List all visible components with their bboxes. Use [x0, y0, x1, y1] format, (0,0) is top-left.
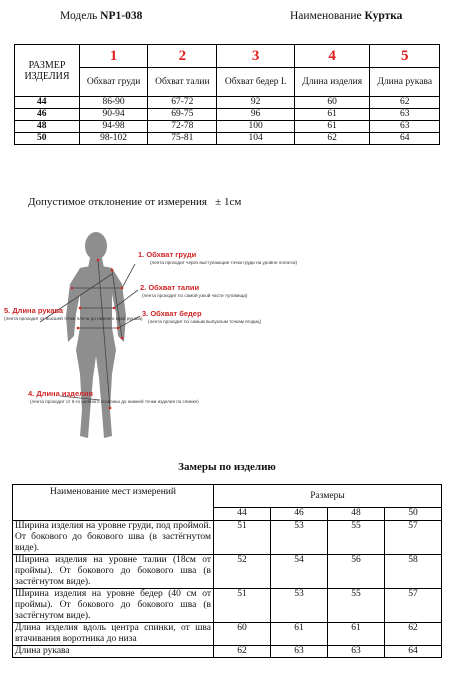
cell: 61 [271, 623, 328, 646]
measurement-figure [0, 224, 454, 446]
cell: 98-102 [80, 133, 148, 145]
cell: 56 [328, 555, 385, 589]
row-size: 44 [15, 97, 80, 109]
measure-name: Длина изделия вдоль центра спинки, от шва втачивания воротника до низа [13, 623, 214, 646]
cell: 69-75 [148, 109, 217, 121]
cell: 96 [217, 109, 294, 121]
name-label: Наименование [290, 10, 362, 22]
col-label-hips: Обхват бедер I. [217, 68, 294, 97]
cell: 63 [328, 646, 385, 658]
measure-name: Ширина изделия на уровне талии (18см от проймы). От бокового до бокового шва (в застёгнутом виде). [13, 555, 214, 589]
table-row [15, 97, 440, 109]
col-number-5: 5 [370, 45, 440, 68]
measure-name: Длина рукава [13, 646, 214, 658]
product-name-line [290, 10, 402, 22]
cell: 62 [385, 623, 442, 646]
cell: 60 [214, 623, 271, 646]
label-length: 4. Длина изделия [28, 389, 93, 398]
cell: 104 [217, 133, 294, 145]
cell: 62 [370, 97, 440, 109]
cell: 55 [328, 589, 385, 623]
cell: 52 [214, 555, 271, 589]
cell: 63 [370, 121, 440, 133]
cell: 100 [217, 121, 294, 133]
size-col: 44 [214, 508, 271, 521]
measure-name: Ширина изделия на уровне бедер (40 см от проймы). От бокового до бокового шва (в застёгнутом виде). [13, 589, 214, 623]
col-number-3: 3 [217, 45, 294, 68]
cell: 55 [328, 521, 385, 555]
model-line [60, 10, 142, 22]
cell: 51 [214, 521, 271, 555]
col-label-waist: Обхват талии [148, 68, 217, 97]
size-chart-table [14, 44, 440, 145]
cell: 60 [294, 97, 370, 109]
row-size: 46 [15, 109, 80, 121]
note-length: (лента проходит от 6-го шейного позвонка до нижней точки изделия по спинке) [30, 399, 199, 404]
cell: 53 [271, 589, 328, 623]
cell: 90-94 [80, 109, 148, 121]
cell: 72-78 [148, 121, 217, 133]
row-size: 50 [15, 133, 80, 145]
sizes-header: Размеры [214, 485, 442, 508]
note-hips: (лента проходит по самым выпуклым точкам ягодиц) [148, 319, 262, 324]
cell: 58 [385, 555, 442, 589]
measurements-table [12, 484, 442, 658]
cell: 86-90 [80, 97, 148, 109]
col-label-sleeve: Длина рукава [370, 68, 440, 97]
cell: 64 [385, 646, 442, 658]
note-sleeve: (лента проходит от высшей точки плеча до нижнего края рукава) [4, 316, 143, 321]
cell: 53 [271, 521, 328, 555]
note-waist: (лента проходит по самой узкой части туловища) [142, 293, 248, 298]
cell: 62 [294, 133, 370, 145]
table-row [15, 121, 440, 133]
table-row [13, 646, 442, 658]
size-header: РАЗМЕР ИЗДЕЛИЯ [15, 45, 80, 97]
label-waist: 2. Обхват талии [140, 283, 200, 292]
size-col: 48 [328, 508, 385, 521]
measurements-title: Замеры по изделию [178, 461, 276, 473]
size-col: 50 [385, 508, 442, 521]
col-number-4: 4 [294, 45, 370, 68]
table-row [13, 589, 442, 623]
table-row [15, 109, 440, 121]
cell: 63 [370, 109, 440, 121]
cell: 63 [271, 646, 328, 658]
label-hips: 3. Обхват бедер [142, 309, 202, 318]
table-row [13, 623, 442, 646]
model-value: NP1-038 [100, 10, 143, 22]
cell: 61 [294, 121, 370, 133]
col-number-1: 1 [80, 45, 148, 68]
tolerance-text: Допустимое отклонение от измерения [28, 196, 207, 208]
cell: 62 [214, 646, 271, 658]
cell: 61 [294, 109, 370, 121]
label-chest: 1. Обхват груди [138, 250, 197, 259]
label-sleeve: 5. Длина рукава [4, 306, 64, 315]
places-header: Наименование мест измерений [13, 485, 214, 521]
measure-name: Ширина изделия на уровне груди, под проймой. От бокового до бокового шва (в застёгнутом виде). [13, 521, 214, 555]
cell: 67-72 [148, 97, 217, 109]
cell: 92 [217, 97, 294, 109]
table-row [15, 133, 440, 145]
name-value: Куртка [364, 10, 403, 22]
col-number-2: 2 [148, 45, 217, 68]
table-row [13, 521, 442, 555]
cell: 61 [328, 623, 385, 646]
cell: 57 [385, 521, 442, 555]
table-row [13, 555, 442, 589]
cell: 64 [370, 133, 440, 145]
cell: 75-81 [148, 133, 217, 145]
row-size: 48 [15, 121, 80, 133]
size-col: 46 [271, 508, 328, 521]
cell: 57 [385, 589, 442, 623]
cell: 94-98 [80, 121, 148, 133]
tolerance-note [28, 196, 241, 208]
tolerance-value: ± 1см [215, 196, 242, 208]
col-label-length: Длина изделия [294, 68, 370, 97]
body-silhouette [66, 232, 126, 438]
col-label-chest: Обхват груди [80, 68, 148, 97]
model-label: Модель [60, 10, 98, 22]
cell: 54 [271, 555, 328, 589]
note-chest: (лента проходит через выступающие точки груди на уровне лопаток) [150, 260, 298, 265]
cell: 51 [214, 589, 271, 623]
